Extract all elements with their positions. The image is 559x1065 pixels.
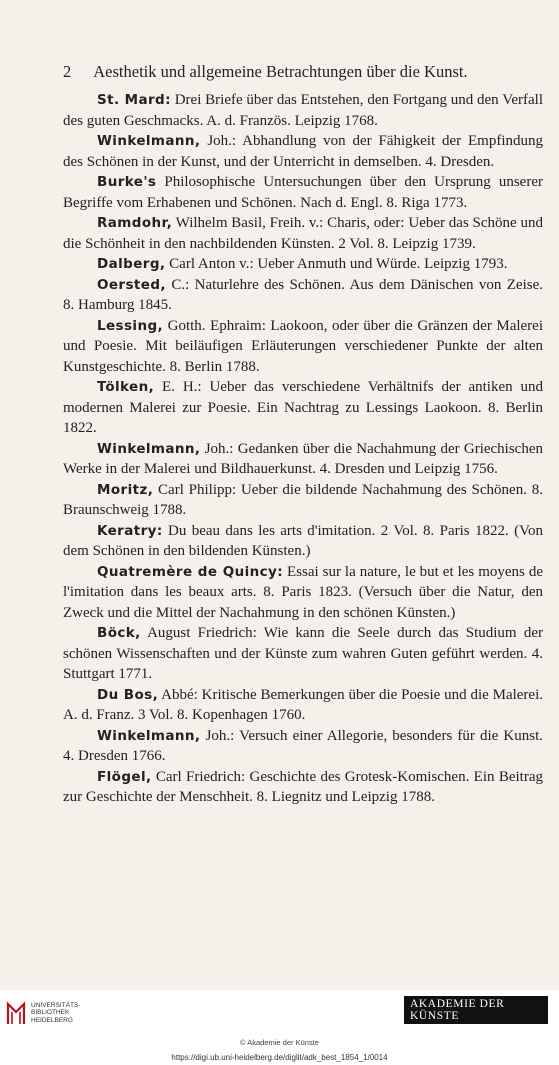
- entry-text: Philosophische Untersuchungen über den Ursprung unserer Begriffe vom Erhabenen und Schönen. Nach d. Engl. 8. Riga 1773.: [63, 174, 543, 211]
- bibliography-entry: [63, 623, 543, 685]
- entry-author: Burke's: [97, 174, 157, 190]
- bibliography-entry: [63, 439, 543, 480]
- entry-text: E. H.: Ueber das verschiedene Verhältnifs der antiken und modernen Malerei zur Poesie. Ein Nachtrag zu Lessings Laokoon. 8. Berlin 1822.: [63, 379, 543, 436]
- bibliography-entry: [63, 90, 543, 131]
- entry-author: Ramdohr,: [97, 215, 173, 231]
- entry-text: Abbé: Kritische Bemerkungen über die Poesie und die Malerei. A. d. Franz. 3 Vol. 8. Kopenhagen 1760.: [63, 686, 544, 723]
- entry-author: Tölken,: [97, 379, 155, 395]
- copyright-notice: © Akademie der Künste: [240, 1038, 319, 1047]
- bibliography-entry: [63, 377, 543, 439]
- bibliography-entry: [63, 685, 543, 726]
- entry-text: Du beau dans les arts d'imitation. 2 Vol. 8. Paris 1822. (Von dem Schönen in den bildenden Künsten.): [63, 522, 543, 559]
- bibliography-entry: [63, 480, 543, 521]
- entry-author: Keratry:: [97, 522, 163, 539]
- entry-author: Quatremère de Quincy:: [97, 563, 284, 580]
- bibliography-entry: [63, 767, 543, 808]
- entry-text: Essai sur la nature, le but et les moyens de l'imitation dans les beaux arts. 8. Paris 1823. (Versuch über die Natur, den Zweck und die Mittel der Nachahmung in den schönen Künsten.): [63, 563, 543, 621]
- entry-text: August Friedrich: Wie kann die Seele durch das Studium der schönen Wissenschaften und der Künste zum wahren Guten geführt werden. 4. Stuttgart 1771.: [63, 625, 543, 682]
- entry-author: Dalberg,: [97, 256, 166, 272]
- akademie-logo-text: AKADEMIE DER KÜNSTE: [403, 994, 549, 1026]
- bibliography-entry: [63, 213, 543, 254]
- entry-author: Flögel,: [97, 768, 152, 785]
- university-library-logo[interactable]: [6, 1000, 80, 1026]
- entry-text: Carl Anton v.: Ueber Anmuth und Würde. Leipzig 1793.: [165, 256, 508, 272]
- entry-text: Joh.: Versuch einer Allegorie, besonders für die Kunst. 4. Dresden 1766.: [63, 727, 543, 764]
- akademie-der-kuenste-logo[interactable]: [403, 996, 549, 1024]
- entry-author: St. Mard:: [97, 92, 171, 108]
- entry-text: Wilhelm Basil, Freih. v.: Charis, oder: Ueber das Schöne und die Schönheit in den nachbildenden Künsten. 2 Vol. 8. Leipzig 1739.: [63, 215, 543, 252]
- bibliography-entry: [63, 521, 543, 562]
- library-logo-text: UNIVERSITÄTS- BIBLIOTHEK HEIDELBERG: [31, 1001, 81, 1024]
- bibliography-entry: [63, 172, 543, 213]
- entry-author: Winkelmann,: [97, 133, 201, 149]
- entry-text: Joh.: Abhandlung von der Fähigkeit der Empfindung des Schönen in der Kunst, und der Unterricht in demselben. 4. Dresden.: [63, 133, 543, 170]
- entry-author: Winkelmann,: [97, 440, 201, 457]
- entry-text: Drei Briefe über das Entstehen, den Fortgang und den Verfall des guten Geschmacks. A. d. Französ. Leipzig 1768.: [63, 92, 544, 129]
- running-title: Aesthetik und allgemeine Betrachtungen über die Kunst.: [93, 62, 468, 81]
- entry-author: Winkelmann,: [97, 727, 201, 744]
- bibliography-entry: [63, 562, 543, 624]
- bibliography-list: [63, 90, 543, 808]
- bibliography-entry: [63, 275, 543, 316]
- source-url-link[interactable]: https://digi.ub.uni-heidelberg.de/diglit/adk_best_1854_1/0014: [171, 1053, 388, 1062]
- entry-author: Böck,: [97, 625, 141, 641]
- entry-text: Gotth. Ephraim: Laokoon, oder über die Gränzen der Malerei und Poesie. Mit beiläufigen Erläuterungen verschiedener Punkte der alten Kunstgeschichte. 8. Berlin 1788.: [63, 317, 543, 375]
- entry-author: Lessing,: [97, 317, 164, 334]
- running-header: [63, 62, 508, 82]
- library-emblem-icon: [6, 1000, 26, 1026]
- page-number: 2: [63, 62, 72, 81]
- entry-text: Carl Friedrich: Geschichte des Grotesk-Komischen. Ein Beitrag zur Geschichte der Menschheit. 8. Liegnitz und Leipzig 1788.: [63, 768, 543, 805]
- footer: [0, 990, 559, 1065]
- bibliography-entry: [63, 316, 543, 378]
- bibliography-entry: [63, 254, 543, 275]
- bibliography-entry: [63, 726, 543, 767]
- entry-text: Joh.: Gedanken über die Nachahmung der Griechischen Werke in der Malerei und Bildhauerkunst. 4. Dresden und Leipzig 1756.: [63, 440, 543, 477]
- entry-text: C.: Naturlehre des Schönen. Aus dem Dänischen von Zeise. 8. Hamburg 1845.: [63, 276, 543, 313]
- entry-author: Du Bos,: [97, 686, 159, 703]
- bibliography-entry: [63, 131, 543, 172]
- entry-author: Moritz,: [97, 481, 154, 498]
- entry-text: Carl Philipp: Ueber die bildende Nachahmung des Schönen. 8. Braunschweig 1788.: [63, 481, 543, 518]
- entry-author: Oersted,: [97, 276, 166, 293]
